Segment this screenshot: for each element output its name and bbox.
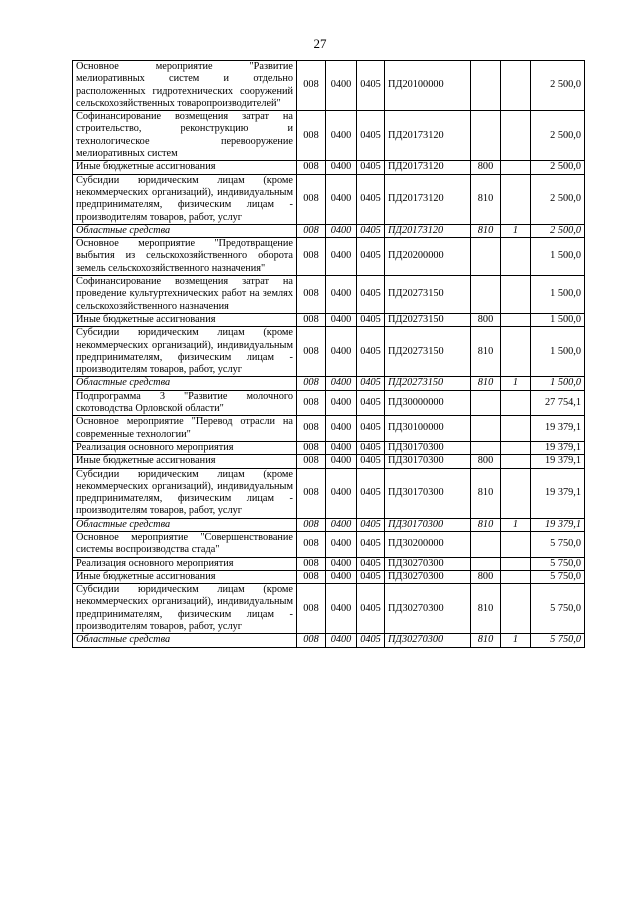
subsection-code-cell: 0405 bbox=[357, 518, 385, 531]
expense-type-code-cell bbox=[471, 531, 501, 557]
table-row bbox=[73, 238, 585, 276]
amount-cell: 1 500,0 bbox=[531, 327, 585, 377]
funding-source-cell bbox=[501, 313, 531, 326]
table-row bbox=[73, 390, 585, 416]
funding-source-cell bbox=[501, 161, 531, 174]
row-name-cell: Софинансирование возмещения затрат на строительство, реконструкцию и технологическое перевооружение мелиоративных систем bbox=[73, 111, 297, 161]
grbs-code-cell: 008 bbox=[297, 111, 326, 161]
funding-source-cell: 1 bbox=[501, 518, 531, 531]
table-row bbox=[73, 441, 585, 454]
funding-source-cell bbox=[501, 238, 531, 276]
funding-source-cell bbox=[501, 416, 531, 442]
grbs-code-cell: 008 bbox=[297, 390, 326, 416]
section-code-cell: 0400 bbox=[326, 518, 357, 531]
subsection-code-cell: 0405 bbox=[357, 224, 385, 237]
subsection-code-cell: 0405 bbox=[357, 377, 385, 390]
page-number: 27 bbox=[313, 36, 327, 51]
subsection-code-cell: 0405 bbox=[357, 634, 385, 647]
section-code-cell: 0400 bbox=[326, 557, 357, 570]
grbs-code-cell: 008 bbox=[297, 238, 326, 276]
subsection-code-cell: 0405 bbox=[357, 327, 385, 377]
amount-cell: 1 500,0 bbox=[531, 238, 585, 276]
grbs-code-cell: 008 bbox=[297, 313, 326, 326]
amount-cell: 5 750,0 bbox=[531, 584, 585, 634]
target-article-code-cell: ПД20200000 bbox=[385, 238, 471, 276]
grbs-code-cell: 008 bbox=[297, 531, 326, 557]
funding-source-cell bbox=[501, 174, 531, 224]
amount-cell: 5 750,0 bbox=[531, 570, 585, 583]
target-article-code-cell: ПД20173120 bbox=[385, 111, 471, 161]
grbs-code-cell: 008 bbox=[297, 557, 326, 570]
grbs-code-cell: 008 bbox=[297, 570, 326, 583]
table-row bbox=[73, 61, 585, 111]
expense-type-code-cell: 810 bbox=[471, 584, 501, 634]
expense-type-code-cell: 800 bbox=[471, 161, 501, 174]
section-code-cell: 0400 bbox=[326, 468, 357, 518]
amount-cell: 1 500,0 bbox=[531, 313, 585, 326]
table-row bbox=[73, 518, 585, 531]
expense-type-code-cell bbox=[471, 441, 501, 454]
target-article-code-cell: ПД30100000 bbox=[385, 416, 471, 442]
grbs-code-cell: 008 bbox=[297, 377, 326, 390]
funding-source-cell bbox=[501, 557, 531, 570]
target-article-code-cell: ПД30200000 bbox=[385, 531, 471, 557]
expense-type-code-cell bbox=[471, 61, 501, 111]
section-code-cell: 0400 bbox=[326, 584, 357, 634]
expense-type-code-cell bbox=[471, 557, 501, 570]
table-row bbox=[73, 416, 585, 442]
budget-table bbox=[72, 60, 585, 648]
expense-type-code-cell: 810 bbox=[471, 327, 501, 377]
row-name-cell: Областные средства bbox=[73, 518, 297, 531]
row-name-cell: Основное мероприятие "Перевод отрасли на современные технологии" bbox=[73, 416, 297, 442]
row-name-cell: Областные средства bbox=[73, 377, 297, 390]
section-code-cell: 0400 bbox=[326, 531, 357, 557]
target-article-code-cell: ПД30170300 bbox=[385, 518, 471, 531]
section-code-cell: 0400 bbox=[326, 313, 357, 326]
row-name-cell: Реализация основного мероприятия bbox=[73, 557, 297, 570]
expense-type-code-cell bbox=[471, 416, 501, 442]
budget-table-body bbox=[73, 61, 585, 648]
row-name-cell: Основное мероприятие "Предотвращение выбытия из сельскохозяйственного оборота земель сельскохозяйственного назначения" bbox=[73, 238, 297, 276]
target-article-code-cell: ПД30170300 bbox=[385, 455, 471, 468]
grbs-code-cell: 008 bbox=[297, 441, 326, 454]
table-row bbox=[73, 111, 585, 161]
row-name-cell: Субсидии юридическим лицам (кроме некоммерческих организаций), индивидуальным предпринимателям, физическим лицам - производителям товаров, работ, услуг bbox=[73, 584, 297, 634]
grbs-code-cell: 008 bbox=[297, 327, 326, 377]
section-code-cell: 0400 bbox=[326, 390, 357, 416]
expense-type-code-cell: 810 bbox=[471, 224, 501, 237]
expense-type-code-cell bbox=[471, 238, 501, 276]
funding-source-cell: 1 bbox=[501, 224, 531, 237]
funding-source-cell: 1 bbox=[501, 377, 531, 390]
subsection-code-cell: 0405 bbox=[357, 455, 385, 468]
funding-source-cell bbox=[501, 468, 531, 518]
amount-cell: 2 500,0 bbox=[531, 224, 585, 237]
expense-type-code-cell: 810 bbox=[471, 174, 501, 224]
section-code-cell: 0400 bbox=[326, 276, 357, 314]
expense-type-code-cell bbox=[471, 276, 501, 314]
target-article-code-cell: ПД20273150 bbox=[385, 313, 471, 326]
section-code-cell: 0400 bbox=[326, 377, 357, 390]
grbs-code-cell: 008 bbox=[297, 455, 326, 468]
row-name-cell: Иные бюджетные ассигнования bbox=[73, 313, 297, 326]
target-article-code-cell: ПД30270300 bbox=[385, 584, 471, 634]
amount-cell: 19 379,1 bbox=[531, 441, 585, 454]
grbs-code-cell: 008 bbox=[297, 634, 326, 647]
table-row bbox=[73, 468, 585, 518]
target-article-code-cell: ПД30170300 bbox=[385, 468, 471, 518]
table-row bbox=[73, 224, 585, 237]
table-row bbox=[73, 276, 585, 314]
subsection-code-cell: 0405 bbox=[357, 584, 385, 634]
subsection-code-cell: 0405 bbox=[357, 161, 385, 174]
table-row bbox=[73, 327, 585, 377]
row-name-cell: Иные бюджетные ассигнования bbox=[73, 161, 297, 174]
amount-cell: 2 500,0 bbox=[531, 174, 585, 224]
expense-type-code-cell: 810 bbox=[471, 518, 501, 531]
table-row bbox=[73, 174, 585, 224]
row-name-cell: Основное мероприятие "Совершенствование системы воспроизводства стада" bbox=[73, 531, 297, 557]
expense-type-code-cell: 800 bbox=[471, 313, 501, 326]
row-name-cell: Субсидии юридическим лицам (кроме некоммерческих организаций), индивидуальным предпринимателям, физическим лицам - производителям товаров, работ, услуг bbox=[73, 468, 297, 518]
funding-source-cell bbox=[501, 441, 531, 454]
subsection-code-cell: 0405 bbox=[357, 174, 385, 224]
row-name-cell: Областные средства bbox=[73, 634, 297, 647]
section-code-cell: 0400 bbox=[326, 416, 357, 442]
funding-source-cell bbox=[501, 276, 531, 314]
amount-cell: 19 379,1 bbox=[531, 468, 585, 518]
target-article-code-cell: ПД20100000 bbox=[385, 61, 471, 111]
grbs-code-cell: 008 bbox=[297, 276, 326, 314]
table-row bbox=[73, 161, 585, 174]
section-code-cell: 0400 bbox=[326, 224, 357, 237]
row-name-cell: Субсидии юридическим лицам (кроме некоммерческих организаций), индивидуальным предпринимателям, физическим лицам - производителям товаров, работ, услуг bbox=[73, 174, 297, 224]
section-code-cell: 0400 bbox=[326, 61, 357, 111]
amount-cell: 27 754,1 bbox=[531, 390, 585, 416]
table-row bbox=[73, 634, 585, 647]
expense-type-code-cell: 810 bbox=[471, 634, 501, 647]
amount-cell: 5 750,0 bbox=[531, 634, 585, 647]
amount-cell: 5 750,0 bbox=[531, 531, 585, 557]
funding-source-cell bbox=[501, 531, 531, 557]
funding-source-cell bbox=[501, 327, 531, 377]
row-name-cell: Субсидии юридическим лицам (кроме некоммерческих организаций), индивидуальным предпринимателям, физическим лицам - производителям товаров, работ, услуг bbox=[73, 327, 297, 377]
target-article-code-cell: ПД30270300 bbox=[385, 570, 471, 583]
table-row bbox=[73, 455, 585, 468]
table-row bbox=[73, 570, 585, 583]
row-name-cell: Реализация основного мероприятия bbox=[73, 441, 297, 454]
section-code-cell: 0400 bbox=[326, 161, 357, 174]
subsection-code-cell: 0405 bbox=[357, 557, 385, 570]
amount-cell: 19 379,1 bbox=[531, 416, 585, 442]
subsection-code-cell: 0405 bbox=[357, 276, 385, 314]
grbs-code-cell: 008 bbox=[297, 61, 326, 111]
subsection-code-cell: 0405 bbox=[357, 61, 385, 111]
row-name-cell: Подпрограмма 3 "Развитие молочного скотоводства Орловской области" bbox=[73, 390, 297, 416]
target-article-code-cell: ПД30000000 bbox=[385, 390, 471, 416]
target-article-code-cell: ПД20173120 bbox=[385, 224, 471, 237]
row-name-cell: Иные бюджетные ассигнования bbox=[73, 570, 297, 583]
amount-cell: 19 379,1 bbox=[531, 455, 585, 468]
section-code-cell: 0400 bbox=[326, 455, 357, 468]
row-name-cell: Софинансирование возмещения затрат на проведение культуртехнических работ на землях сельскохозяйственного назначения bbox=[73, 276, 297, 314]
expense-type-code-cell bbox=[471, 111, 501, 161]
amount-cell: 1 500,0 bbox=[531, 276, 585, 314]
subsection-code-cell: 0405 bbox=[357, 441, 385, 454]
section-code-cell: 0400 bbox=[326, 327, 357, 377]
amount-cell: 2 500,0 bbox=[531, 61, 585, 111]
target-article-code-cell: ПД20273150 bbox=[385, 327, 471, 377]
target-article-code-cell: ПД20173120 bbox=[385, 161, 471, 174]
row-name-cell: Иные бюджетные ассигнования bbox=[73, 455, 297, 468]
grbs-code-cell: 008 bbox=[297, 584, 326, 634]
amount-cell: 2 500,0 bbox=[531, 161, 585, 174]
expense-type-code-cell: 800 bbox=[471, 455, 501, 468]
funding-source-cell bbox=[501, 455, 531, 468]
target-article-code-cell: ПД20173120 bbox=[385, 174, 471, 224]
table-row bbox=[73, 531, 585, 557]
expense-type-code-cell bbox=[471, 390, 501, 416]
target-article-code-cell: ПД30170300 bbox=[385, 441, 471, 454]
subsection-code-cell: 0405 bbox=[357, 111, 385, 161]
funding-source-cell bbox=[501, 390, 531, 416]
section-code-cell: 0400 bbox=[326, 634, 357, 647]
section-code-cell: 0400 bbox=[326, 238, 357, 276]
grbs-code-cell: 008 bbox=[297, 161, 326, 174]
table-row bbox=[73, 584, 585, 634]
expense-type-code-cell: 810 bbox=[471, 377, 501, 390]
section-code-cell: 0400 bbox=[326, 174, 357, 224]
amount-cell: 1 500,0 bbox=[531, 377, 585, 390]
row-name-cell: Областные средства bbox=[73, 224, 297, 237]
grbs-code-cell: 008 bbox=[297, 224, 326, 237]
expense-type-code-cell: 800 bbox=[471, 570, 501, 583]
subsection-code-cell: 0405 bbox=[357, 468, 385, 518]
table-row bbox=[73, 377, 585, 390]
amount-cell: 19 379,1 bbox=[531, 518, 585, 531]
subsection-code-cell: 0405 bbox=[357, 531, 385, 557]
section-code-cell: 0400 bbox=[326, 570, 357, 583]
target-article-code-cell: ПД30270300 bbox=[385, 557, 471, 570]
section-code-cell: 0400 bbox=[326, 441, 357, 454]
subsection-code-cell: 0405 bbox=[357, 313, 385, 326]
funding-source-cell: 1 bbox=[501, 634, 531, 647]
subsection-code-cell: 0405 bbox=[357, 238, 385, 276]
grbs-code-cell: 008 bbox=[297, 416, 326, 442]
section-code-cell: 0400 bbox=[326, 111, 357, 161]
subsection-code-cell: 0405 bbox=[357, 390, 385, 416]
funding-source-cell bbox=[501, 61, 531, 111]
grbs-code-cell: 008 bbox=[297, 468, 326, 518]
amount-cell: 5 750,0 bbox=[531, 557, 585, 570]
table-row bbox=[73, 313, 585, 326]
funding-source-cell bbox=[501, 111, 531, 161]
subsection-code-cell: 0405 bbox=[357, 416, 385, 442]
target-article-code-cell: ПД30270300 bbox=[385, 634, 471, 647]
amount-cell: 2 500,0 bbox=[531, 111, 585, 161]
grbs-code-cell: 008 bbox=[297, 518, 326, 531]
target-article-code-cell: ПД20273150 bbox=[385, 276, 471, 314]
expense-type-code-cell: 810 bbox=[471, 468, 501, 518]
target-article-code-cell: ПД20273150 bbox=[385, 377, 471, 390]
subsection-code-cell: 0405 bbox=[357, 570, 385, 583]
funding-source-cell bbox=[501, 584, 531, 634]
grbs-code-cell: 008 bbox=[297, 174, 326, 224]
table-row bbox=[73, 557, 585, 570]
funding-source-cell bbox=[501, 570, 531, 583]
row-name-cell: Основное мероприятие "Развитие мелиоративных систем и отдельно расположенных гидротехнических сооружений сельскохозяйственных товаропроизводителей" bbox=[73, 61, 297, 111]
